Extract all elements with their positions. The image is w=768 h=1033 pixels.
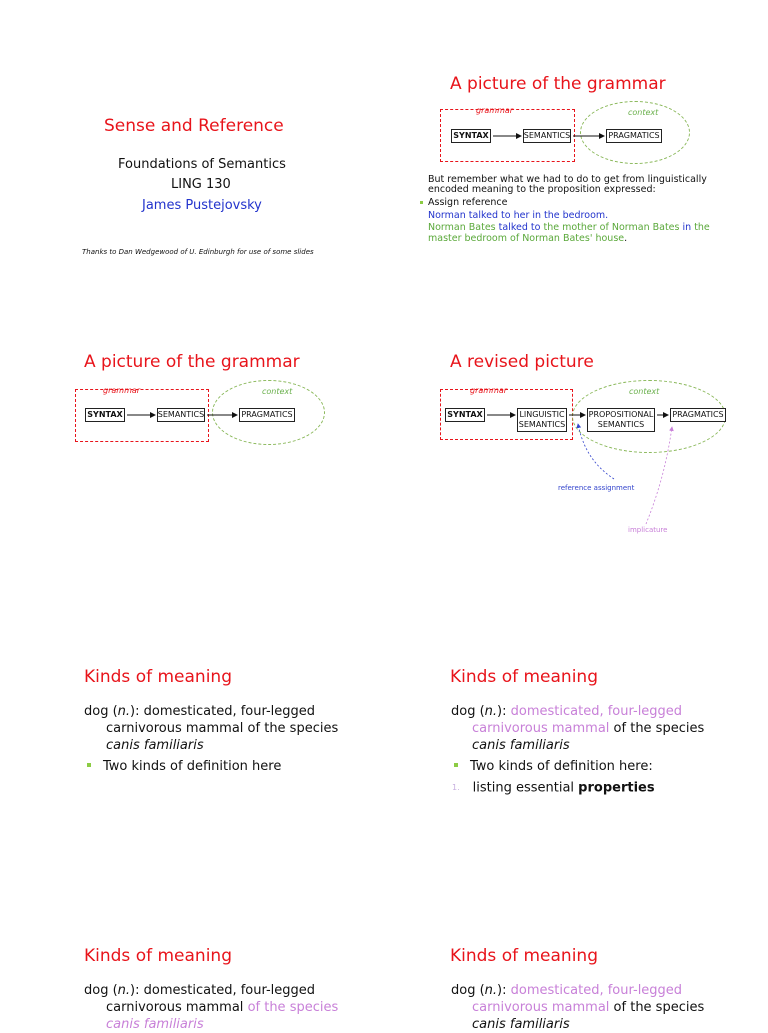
- slide-kinds-of-meaning-1: [0, 558, 384, 837]
- slide-heading: Kinds of meaning: [84, 946, 232, 966]
- context-label: context: [628, 108, 659, 117]
- def-after: ):: [497, 704, 511, 719]
- grammar-label: grammar: [470, 386, 508, 395]
- ling-sem-line1: LINGUISTIC: [519, 410, 565, 419]
- reference-assignment-label: reference assignment: [558, 484, 635, 492]
- author-name: James Pustejovsky: [142, 198, 262, 213]
- slide-kinds-of-meaning-4: [384, 837, 768, 1032]
- def-rest: of the species: [609, 1000, 705, 1015]
- syntax-box: SYNTAX: [451, 129, 491, 143]
- def-highlight-1: domesticated, four-legged: [510, 704, 683, 719]
- semantics-box: SEMANTICS: [157, 408, 205, 422]
- ex-talked: talked to: [495, 222, 544, 233]
- grammar-label: grammar: [476, 106, 514, 115]
- numbered-item-1: [452, 780, 655, 797]
- definition-line2: [472, 1000, 704, 1016]
- definition-line1: [84, 983, 315, 999]
- syntax-box: SYNTAX: [445, 408, 485, 422]
- diagram-arrows: [384, 279, 768, 558]
- definition-line2: [472, 721, 704, 737]
- semantics-box: SEMANTICS: [523, 129, 571, 143]
- def-word: dog (: [451, 983, 485, 998]
- ex-np3: master bedroom of Norman Bates' house: [428, 233, 625, 244]
- slide-title-heading: Sense and Reference: [104, 116, 284, 136]
- definition-line2: carnivorous mammal of the species: [106, 721, 339, 736]
- slide-grammar-picture: [384, 0, 768, 279]
- pragmatics-box: PRAGMATICS: [239, 408, 295, 422]
- bullet-icon: [454, 763, 458, 767]
- def-pos: n.: [484, 983, 498, 998]
- bullet-two-kinds: [87, 759, 281, 775]
- syntax-box: SYNTAX: [85, 408, 125, 422]
- definition-line1: [451, 983, 682, 999]
- thanks-note: Thanks to Dan Wedgewood of U. Edinburgh for use of some slides: [82, 248, 314, 256]
- slide-kinds-of-meaning-3: [0, 837, 384, 1032]
- prop-sem-line1: PROPOSITIONAL: [588, 410, 654, 419]
- ex-np2: the mother of Norman Bates: [543, 222, 680, 233]
- def-word: dog (: [84, 704, 118, 719]
- def-word: dog (: [84, 983, 118, 998]
- def-highlight: of the species: [247, 1000, 339, 1015]
- item-bold: properties: [578, 780, 655, 796]
- example-sentence-1: Norman talked to her in the bedroom.: [428, 210, 609, 221]
- def-highlight-2: carnivorous mammal: [472, 721, 610, 736]
- bullet-text: Two kinds of definition here: [103, 759, 282, 774]
- definition-line3: canis familiaris: [106, 1017, 204, 1032]
- context-label: context: [262, 387, 293, 396]
- grammar-label: grammar: [103, 386, 141, 395]
- subtitle: Foundations of Semantics: [118, 157, 286, 172]
- slide-kinds-of-meaning-2: [384, 558, 768, 837]
- definition-line3: canis familiaris: [472, 738, 570, 753]
- diagram-arrows: [0, 279, 384, 558]
- ex-the: the: [694, 222, 710, 233]
- bullet-icon: [87, 763, 91, 767]
- pragmatics-box: PRAGMATICS: [606, 129, 662, 143]
- slide-heading: Kinds of meaning: [84, 667, 232, 687]
- ex-in: in: [679, 222, 695, 233]
- bullet-text: Assign reference: [428, 197, 508, 208]
- ex-np1: Norman Bates: [428, 222, 496, 233]
- remember-text-line2: encoded meaning to the proposition expressed:: [428, 184, 656, 195]
- bullet-text: Two kinds of definition here:: [470, 759, 653, 774]
- slide-heading: A picture of the grammar: [450, 74, 666, 94]
- def-word: dog (: [451, 704, 485, 719]
- slide-grammar-picture-2: [0, 279, 384, 558]
- def-after: ):: [497, 983, 511, 998]
- def-highlight-2: carnivorous mammal: [472, 1000, 610, 1015]
- def-rest: of the species: [609, 721, 705, 736]
- definition-line2: [106, 1000, 338, 1016]
- bullet-two-kinds: [454, 759, 653, 775]
- slide-heading: Kinds of meaning: [450, 946, 598, 966]
- def-after: ): domesticated, four-legged: [130, 983, 316, 998]
- def-after: ): domesticated, four-legged: [130, 704, 316, 719]
- slide-title: [0, 0, 384, 279]
- definition-line1: [84, 704, 315, 720]
- slide-heading: A revised picture: [450, 352, 594, 372]
- context-label: context: [629, 387, 660, 396]
- ex-period: .: [624, 233, 628, 244]
- definition-line3: canis familiaris: [106, 738, 204, 753]
- bullet-icon: [420, 201, 423, 204]
- example-sentence-2-line2: [428, 233, 627, 245]
- slide-heading: Kinds of meaning: [450, 667, 598, 687]
- def-pos: n.: [117, 704, 131, 719]
- definition-line3: canis familiaris: [472, 1017, 570, 1032]
- item-text: listing essential: [472, 780, 579, 796]
- prop-sem-line2: SEMANTICS: [597, 420, 645, 429]
- pragmatics-box: PRAGMATICS: [670, 408, 726, 422]
- bullet-assign-reference: [420, 197, 507, 209]
- slide-heading: A picture of the grammar: [84, 352, 300, 372]
- course-code: LING 130: [171, 177, 231, 192]
- implicature-label: implicature: [628, 526, 668, 534]
- def-pos: n.: [484, 704, 498, 719]
- remember-text-line1: But remember what we had to do to get from linguistically: [428, 174, 707, 185]
- ling-sem-line2: SEMANTICS: [518, 420, 566, 429]
- def-pos: n.: [117, 983, 131, 998]
- def-highlight-1: domesticated, four-legged: [510, 983, 683, 998]
- definition-line1: [451, 704, 682, 720]
- item-number: 1.: [452, 783, 460, 792]
- def-rest: carnivorous mammal: [106, 1000, 248, 1015]
- slide-revised-picture: [384, 279, 768, 558]
